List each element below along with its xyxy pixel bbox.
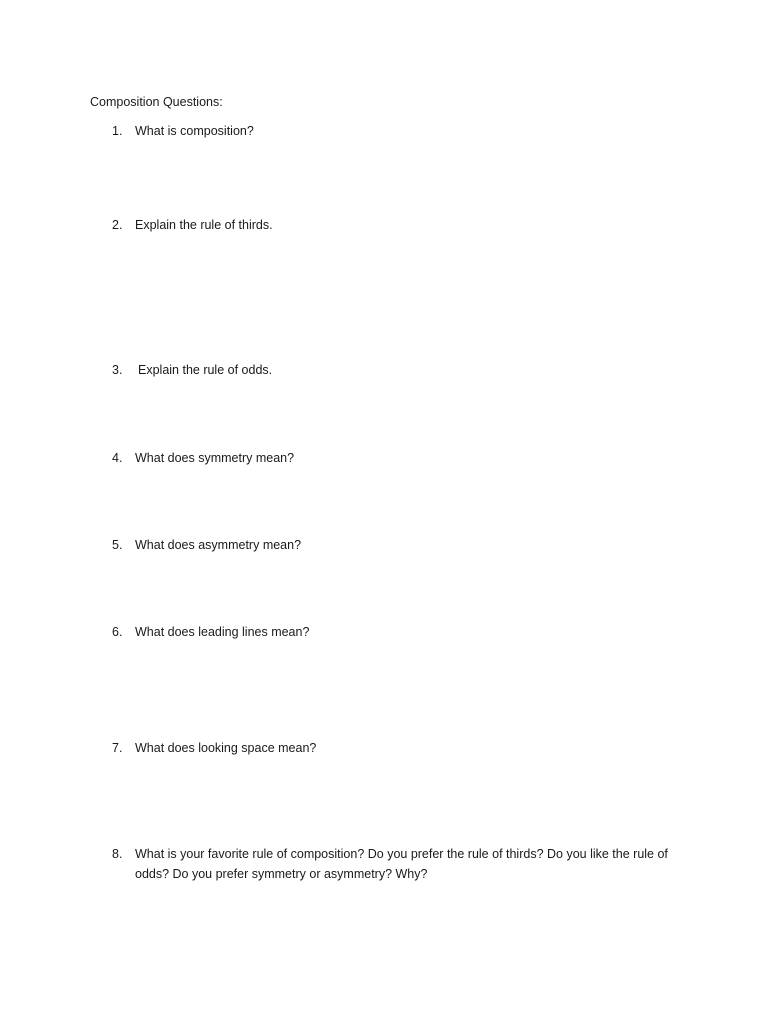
question-8	[112, 844, 692, 884]
question-number: 7.	[112, 741, 123, 755]
question-number: 3.	[112, 363, 123, 377]
question-2	[112, 215, 692, 235]
question-number: 6.	[112, 625, 123, 639]
question-text: What does symmetry mean?	[135, 451, 295, 465]
question-1	[112, 121, 692, 141]
document-heading: Composition Questions:	[90, 95, 223, 109]
question-number: 4.	[112, 451, 123, 465]
question-number: 5.	[112, 538, 123, 552]
question-text: What does asymmetry mean?	[135, 538, 302, 552]
question-text: What is composition?	[135, 124, 254, 138]
question-text: Explain the rule of thirds.	[135, 218, 273, 232]
question-text: What is your favorite rule of composition? Do you prefer the rule of thirds? Do you like the rule of odds? Do you prefer symmetry or asymmetry? Why?	[135, 847, 668, 881]
question-5	[112, 535, 692, 555]
question-number: 8.	[112, 847, 123, 861]
question-text: What does looking space mean?	[135, 741, 317, 755]
question-7	[112, 738, 692, 758]
question-number: 1.	[112, 124, 123, 138]
question-4	[112, 448, 692, 468]
question-number: 2.	[112, 218, 123, 232]
question-text: What does leading lines mean?	[135, 625, 310, 639]
question-text: Explain the rule of odds.	[138, 363, 273, 377]
question-6	[112, 622, 692, 642]
question-3	[112, 360, 692, 380]
